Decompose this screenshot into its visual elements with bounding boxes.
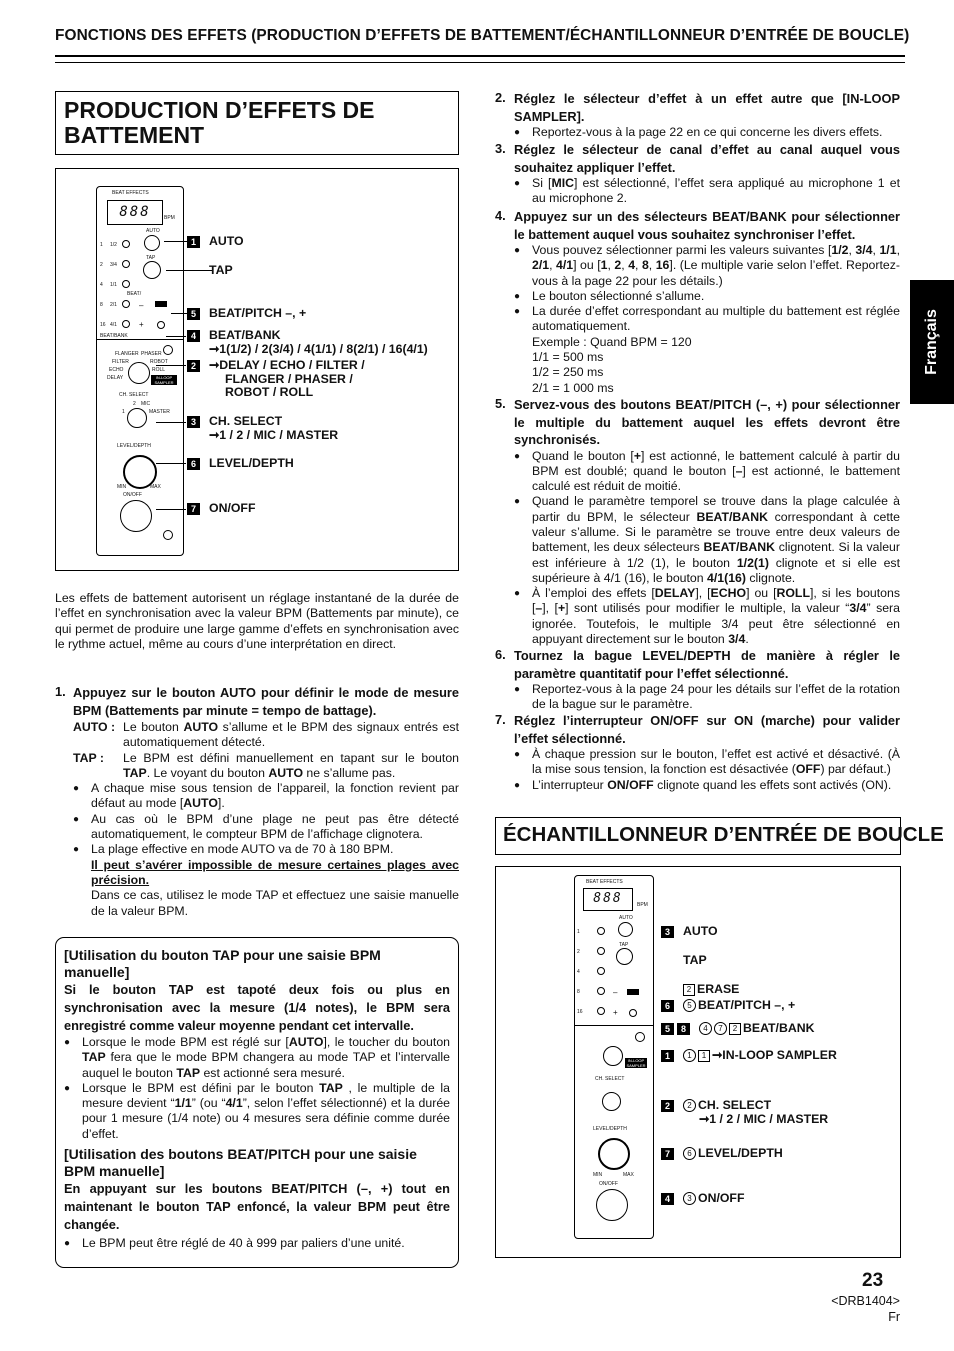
s2-left-2: 2 <box>577 949 580 955</box>
ch-pos-2: 2 <box>133 401 136 407</box>
beat-row-4: 2/1 <box>110 302 117 308</box>
example-line-2: 1/1 = 500 ms <box>532 350 604 365</box>
callout-tap: TAP <box>209 263 233 277</box>
s2-callout-pitch: 6 5 BEAT/PITCH –, + <box>661 999 795 1013</box>
beat-row-2: 3/4 <box>110 262 117 268</box>
s2-sampler-tag: IN-LOOP SAMPLER <box>626 1058 646 1068</box>
header-rule-thin <box>55 62 905 63</box>
beat-row-1: 1/2 <box>110 242 117 248</box>
sampler-tag: IN-LOOP SAMPLER <box>151 375 177 385</box>
beat-bank-button-1[interactable] <box>122 240 130 248</box>
section-2-title: ÉCHANTILLONNEUR D’ENTRÉE DE BOUCLE <box>503 823 944 846</box>
callout-level-depth: 6 LEVEL/DEPTH <box>187 457 294 471</box>
bpm-label-2: BPM <box>637 902 648 908</box>
step-6-head: Tournez la bague LEVEL/DEPTH de manière à régler le paramètre quantitatif pour l’effet sélectionné. <box>514 648 900 681</box>
ch-pos-mic: MIC <box>141 401 151 407</box>
s2-beat-1[interactable] <box>597 927 605 935</box>
tap-label-small: TAP <box>146 255 156 261</box>
beat-left-1: 1 <box>100 242 103 248</box>
pointer-pitch <box>171 313 187 314</box>
pitch-plus-button[interactable] <box>157 321 165 329</box>
step-1 <box>55 684 459 919</box>
document-code: <DRB1404> <box>831 1294 900 1308</box>
beat-left-2: 2 <box>100 262 103 268</box>
s2-callout-onoff: 4 3 ON/OFF <box>661 1192 744 1206</box>
example-line-3: 1/2 = 250 ms <box>532 365 604 380</box>
step-4-bullet-3: ● La durée d’effet correspondant au multiple du battement est réglée automatiquement. Exemple : Quand BPM = 120 1/1 = 500 ms 1/2 = 250 ms 2/1 = 1 000 ms <box>514 304 900 396</box>
beat-left-5: 16 <box>100 322 106 328</box>
bpm-label: BPM <box>164 215 175 221</box>
step-1-bullet-2: ● Au cas où le BPM d’une plage ne peut pas être détecté automatiquement, le compteur BPM de l’affichage clignotera. <box>73 812 459 843</box>
example-line-4: 2/1 = 1 000 ms <box>532 380 614 395</box>
step-4: 4. Appuyez sur un des sélecteurs BEAT/BANK pour sélectionner le battement auquel vous souhaitez synchroniser l’effet. ● Vous pouvez sélectionner parmi les valeurs suivantes [1/2, 3/4, 1/1, 2/1, 4/1] ou [1, 2, 4, 8, 16]. (Le multiple varie selon l’effet. Reportez-vous à la page 22 pour les détails.) ● Le bouton sélectionné s’allume. ● La durée d’effet correspondant au multiple du battement est réglée automatiquement. Exemple : Quand BPM = 120 1/1 = 500 ms 1/2 = 250 ms 2/1 = 1 000 ms <box>495 208 900 396</box>
step-1-num: 1. <box>55 684 66 699</box>
fx-robot: ROBOT <box>150 359 168 365</box>
bank-small-label: BEAT/BANK <box>100 333 128 339</box>
crosshair-screw <box>163 345 173 355</box>
step-4-head: Appuyez sur un des sélecteurs BEAT/BANK pour sélectionner le battement auquel vous souhaitez synchroniser l’effet. <box>514 209 900 242</box>
step-7-bullet-2: ● L’interrupteur ON/OFF clignote quand les effets sont activés (ON). <box>514 778 900 793</box>
beat-bank-button-3[interactable] <box>122 280 130 288</box>
bpm-display-2: 888 <box>583 888 633 911</box>
step-1-bullet-1: ● A chaque mise sous tension de l’appareil, la fonction revient par défaut au mode [AUTO]. <box>73 781 459 812</box>
s2-callout-tap: TAP <box>683 953 707 967</box>
fx-roll: ROLL <box>152 367 166 373</box>
panel-divider-1 <box>97 339 183 340</box>
tapbox-lead-2: En appuyant sur les boutons BEAT/PITCH (–, +) tout en maintenant le bouton TAP enfoncé, la valeur BPM peut être changée. <box>64 1181 450 1233</box>
fx-phaser: PHASER <box>141 351 162 357</box>
s2-screw <box>635 1032 645 1042</box>
step-6-bullet: ● Reportez-vous à la page 24 pour les détails sur l’effet de la rotation de la bague sur le paramètre. <box>514 682 900 713</box>
pointer-effect <box>156 365 186 366</box>
tap-def: TAP : Le BPM est défini manuellement en tapant sur le bouton TAP. Le voyant du bouton AUTO ne s’allume pas. <box>73 750 459 780</box>
beat-left-3: 4 <box>100 282 103 288</box>
tap-button-2[interactable] <box>616 948 633 965</box>
s2-beat-5[interactable] <box>597 1007 605 1015</box>
ch-pos-master: MASTER <box>149 409 170 415</box>
step-5-bullet-2: ● Quand le paramètre temporel se trouve dans la plage calculée à partir du BPM, le sélecteur BEAT/BANK correspondant à cette valeur s’allume. Si le paramètre se trouve entre deux valeurs de battement, les deux sélecteurs BEAT/BANK clignotent. Si la valeur est inférieure à 1/2 (1), le bouton 1/2(1) clignote et si elle est supérieure à 4/1 (16), le bouton 4/1(16) clignote. <box>514 494 900 586</box>
pitch-minus-button[interactable] <box>155 301 167 307</box>
s2-chsel-label: CH. SELECT <box>595 1076 625 1082</box>
language-tab-label: Français <box>923 309 940 375</box>
level-min-label: MIN <box>117 484 127 490</box>
auto-label-2: AUTO <box>619 915 633 921</box>
fx-filter: FILTER <box>112 359 129 365</box>
beat-bank-button-4[interactable] <box>122 300 130 308</box>
panel-title: BEAT EFFECTS <box>112 190 149 196</box>
callout-beat-bank: 4 BEAT/BANK ➞1(1/2) / 2(3/4) / 4(1/1) / 8(2/1) / 16(4/1) <box>187 329 428 356</box>
language-code: Fr <box>888 1310 900 1324</box>
callout-auto: 1 AUTO <box>187 235 244 249</box>
tapbox-lead-1: Si le bouton TAP est tapoté deux fois ou plus en synchronisation avec la mesure (1/4 notes), le BPM sera enregistré comme valeur moyenne pendant cet intervalle. <box>64 982 450 1033</box>
auto-button[interactable] <box>144 235 160 251</box>
s2-left-5: 16 <box>577 1009 583 1015</box>
callout-onoff: 7 ON/OFF <box>187 502 255 516</box>
step-3: 3. Réglez le sélecteur de canal d’effet au canal auquel vous souhaitez appliquer l’effet. ● Si [MIC] est sélectionné, l’effet sera appliqué au microphone 1 et au microphone 2. <box>495 141 900 207</box>
header-rule-thick <box>55 55 905 57</box>
step-5-bullet-1: ● Quand le bouton [+] est actionné, le battement calculé à partir du BPM est doublé; quand le bouton [–] est actionné, le battement calculé est réduit de moitié. <box>514 449 900 495</box>
level-max-label: MAX <box>150 484 161 490</box>
beat-bank-button-5[interactable] <box>122 320 130 328</box>
auto-button-2[interactable] <box>618 922 633 937</box>
callout-beat-pitch: 5 BEAT/PITCH –, + <box>187 307 306 321</box>
fx-flanger: FLANGER <box>115 351 139 357</box>
pointer-onoff <box>156 509 186 510</box>
s2-minus-button[interactable] <box>627 989 639 995</box>
s2-level-label: LEVEL/DEPTH <box>593 1126 627 1132</box>
panel-2-title: BEAT EFFECTS <box>586 879 623 885</box>
s2-left-1: 1 <box>577 929 580 935</box>
step-7: 7. Réglez l’interrupteur ON/OFF sur ON (marche) pour valider l’effet sélectionné. ● À chaque pression sur le bouton, l’effet est activé et désactivé. (À la mise sous tension, la fonction est désactivée (OFF) par défaut.) ● L’interrupteur ON/OFF clignote quand les effets sont activés (ON). <box>495 712 900 793</box>
onoff-button[interactable] <box>120 500 152 532</box>
fx-echo: ECHO <box>109 367 124 373</box>
fx-delay: DELAY <box>107 375 124 381</box>
callout-ch-select: 3 CH. SELECT ➞1 / 2 / MIC / MASTER <box>187 415 338 442</box>
section-title: PRODUCTION D’EFFETS DE BATTEMENT <box>64 97 375 148</box>
page-number: 23 <box>862 1270 884 1291</box>
tap-info-box <box>55 937 459 1268</box>
pointer-auto <box>164 241 188 242</box>
s2-left-4: 8 <box>577 989 580 995</box>
crosshair-screw-bottom <box>163 530 173 540</box>
s2-onoff-label: ON/OFF <box>599 1181 618 1187</box>
beat-row-5: 4/1 <box>110 322 117 328</box>
s2-beat-3[interactable] <box>597 967 605 975</box>
beat-effects-figure <box>55 168 459 571</box>
s2-minus: – <box>613 988 618 997</box>
chselect-small-label: CH. SELECT <box>119 392 149 398</box>
step-3-bullet: ● Si [MIC] est sélectionné, l’effet sera appliqué au microphone 1 et au microphone 2. <box>514 176 900 207</box>
step-5: 5. Servez-vous des boutons BEAT/PITCH (–, +) pour sélectionner le multiple du battement auquel les effets devront être synchronisés. ● Quand le bouton [+] est actionné, le battement calculé à partir du BPM est doublé; quand le bouton [–] est actionné, le battement calculé est réduit de moitié. ● Quand le paramètre temporel se trouve dans la plage calculée à partir du BPM, le sélecteur BEAT/BANK correspondant à cette valeur s’allume. Si le paramètre se trouve entre deux valeurs de battement, les deux sélecteurs BEAT/BANK clignotent. Si la valeur est inférieure à 1/2 (1), le bouton 1/2(1) clignote et si elle est supérieure à 4/1 (16), le bouton 4/1(16) clignote. ● À l’emploi des effets [DELAY], [ECHO] ou [ROLL], si les boutons [–], [+] sont utilisés pour modifier le multiple, la valeur “3/4” sera ignorée. Toutefois, le multiple 3/4 peut être sélectionné en appuyant directement sur le bouton 3/4. <box>495 396 900 647</box>
beat-bank-button-2[interactable] <box>122 260 130 268</box>
effect-selector-knob[interactable] <box>128 362 150 384</box>
s2-beat-2[interactable] <box>597 947 605 955</box>
step-1-head: Appuyez sur le bouton AUTO pour définir le mode de mesure BPM (Battements par minute = tempo de battage). <box>73 685 459 718</box>
s2-effect-knob[interactable] <box>603 1046 623 1066</box>
bpm-display: 888 <box>107 200 163 225</box>
step-3-head: Réglez le sélecteur de canal d’effet au canal auquel vous souhaitez appliquer l’effet. <box>514 142 900 175</box>
section-title-box <box>55 91 459 155</box>
pointer-level <box>156 463 186 464</box>
in-loop-sampler-figure <box>495 866 901 1258</box>
step-5-bullet-3: ● À l’emploi des effets [DELAY], [ECHO] ou [ROLL], si les boutons [–], [+] sont utilisés pour modifier le multiple, la valeur “3/4” sera ignorée. Toutefois, le multiple 3/4 peut être sélectionné en appuyant directement sur le bouton 3/4. <box>514 586 900 647</box>
pointer-chsel <box>156 422 186 423</box>
language-tab <box>910 280 954 404</box>
s2-plus: + <box>613 1008 618 1017</box>
s2-onoff-button[interactable] <box>596 1189 628 1221</box>
running-header: FONCTIONS DES EFFETS (PRODUCTION D’EFFETS DE BATTEMENT/ÉCHANTILLONNEUR D’ENTRÉE DE BOUCLE) <box>55 27 910 44</box>
callout-effect-select: 2 ➞DELAY / ECHO / FILTER / FLANGER / PHASER / ROBOT / ROLL <box>187 359 365 400</box>
s2-beat-4[interactable] <box>597 987 605 995</box>
tapbox-title-1: [Utilisation du bouton TAP pour une saisie BPM manuelle] <box>64 947 381 980</box>
section-2-title-box <box>495 817 944 855</box>
s2-level-knob[interactable] <box>598 1138 630 1170</box>
example-line-1: Exemple : Quand BPM = 120 <box>532 334 692 349</box>
step-4-bullet-1: ● Vous pouvez sélectionner parmi les valeurs suivantes [1/2, 3/4, 1/1, 2/1, 4/1] ou [1, 2, 4, 8, 16]. (Le multiple varie selon l’effet. Reportez-vous à la page 22 pour les détails.) <box>514 243 900 289</box>
s2-min: MIN <box>593 1172 603 1178</box>
pitch-minus-label: – <box>139 301 144 310</box>
tapbox-bullet-1: ● Lorsque le mode BPM est réglé sur [AUTO], le toucher du bouton TAP fera que le mode BPM changera au mode TAP et l’intervalle auquel le bouton TAP est actionné sera mesuré. <box>64 1035 450 1081</box>
pointer-tap <box>166 270 212 271</box>
tapbox-bullet-2: ● Lorsque le BPM est défini par le bouton TAP , le multiple de la mesure devient “1/1” (ou “4/1”, selon l’effet sélectionné) et la durée pour 1 mesure (1/4 note) ou 4 mesures sera définie comme durée d’effet. <box>64 1081 450 1142</box>
step-2: 2. Réglez le sélecteur d’effet à un effet autre que [IN-LOOP SAMPLER]. ● Reportez-vous à la page 22 en ce qui concerne les divers effets. <box>495 90 900 140</box>
s2-callout-erase: 2 ERASE <box>683 983 739 997</box>
step-1-bullet-3: ● La plage effective en mode AUTO va de 70 à 180 BPM. Il peut s’avérer impossible de mesure certaines plages avec précision. Dans ce cas, utilisez le mode TAP et effectuez une saisie manuelle de la valeur BPM. <box>73 842 459 918</box>
device-panel-2 <box>574 875 654 1239</box>
intro-paragraph: Les effets de battement autorisent un réglage instantané de la durée de l’effet en synchronisation avec la valeur BPM (Battements par minute), ce qui permet de produire une large gamme d’effets en synchronisation avec le rythme actuel, même au cours d’une interprétation en direct. <box>55 591 459 652</box>
auto-label-small: AUTO <box>146 228 160 234</box>
step-4-bullet-2: ● Le bouton sélectionné s’allume. <box>514 289 900 304</box>
tapbox-bullet-3: ● Le BPM peut être réglé de 40 à 999 par paliers d’une unité. <box>64 1236 450 1251</box>
pitch-plus-label: + <box>139 320 144 329</box>
step-2-bullet: ● Reportez-vous à la page 22 en ce qui concerne les divers effets. <box>514 125 900 140</box>
tap-label-2: TAP <box>619 942 629 948</box>
tap-button[interactable] <box>143 261 161 279</box>
s2-callout-bank: 5 8 4 7 2 BEAT/BANK <box>661 1022 815 1036</box>
s2-channel-knob[interactable] <box>602 1092 621 1111</box>
s2-max: MAX <box>623 1172 634 1178</box>
s2-callout-auto: 3 AUTO <box>661 925 718 939</box>
step-7-head: Réglez l’interrupteur ON/OFF sur ON (marche) pour valider l’effet sélectionné. <box>514 713 900 746</box>
s2-left-3: 4 <box>577 969 580 975</box>
s2-callout-sampler: 1 1 1 ➞IN-LOOP SAMPLER <box>661 1049 837 1063</box>
step-6: 6. Tournez la bague LEVEL/DEPTH de manière à régler le paramètre quantitatif pour l’effet sélectionné. ● Reportez-vous à la page 24 pour les détails sur l’effet de la rotation de la bague sur le paramètre. <box>495 647 900 713</box>
tapbox-title-2: [Utilisation des boutons BEAT/PITCH pour une saisie BPM manuelle] <box>64 1146 417 1180</box>
pointer-bank <box>166 336 186 337</box>
s2-callout-level: 7 6 LEVEL/DEPTH <box>661 1147 783 1161</box>
step-2-head: Réglez le sélecteur d’effet à un effet autre que [IN-LOOP SAMPLER]. <box>514 91 900 124</box>
s2-callout-chsel: 2 2 CH. SELECT ➞1 / 2 / MIC / MASTER <box>661 1099 828 1126</box>
auto-def: AUTO : Le bouton AUTO s’allume et le BPM des signaux entrés est automatiquement détecté. <box>73 720 460 750</box>
step-5-head: Servez-vous des boutons BEAT/PITCH (–, +) pour sélectionner le multiple du battement auquel les effets devront être synchronisés. <box>514 397 900 447</box>
s2-divider <box>575 1025 653 1026</box>
beat-small-label: BEAT/ <box>127 291 142 297</box>
beat-left-4: 8 <box>100 302 103 308</box>
channel-select-knob[interactable] <box>127 408 147 428</box>
beat-row-3: 1/1 <box>110 282 117 288</box>
level-small-label: LEVEL/DEPTH <box>117 443 151 449</box>
ch-pos-1: 1 <box>122 409 125 415</box>
onoff-small-label: ON/OFF <box>123 492 142 498</box>
s2-plus-button[interactable] <box>629 1009 637 1017</box>
step-7-bullet-1: ● À chaque pression sur le bouton, l’effet est activé et désactivé. (À la mise sous tension, la fonction est désactivée (OFF) par défaut.) <box>514 747 900 778</box>
